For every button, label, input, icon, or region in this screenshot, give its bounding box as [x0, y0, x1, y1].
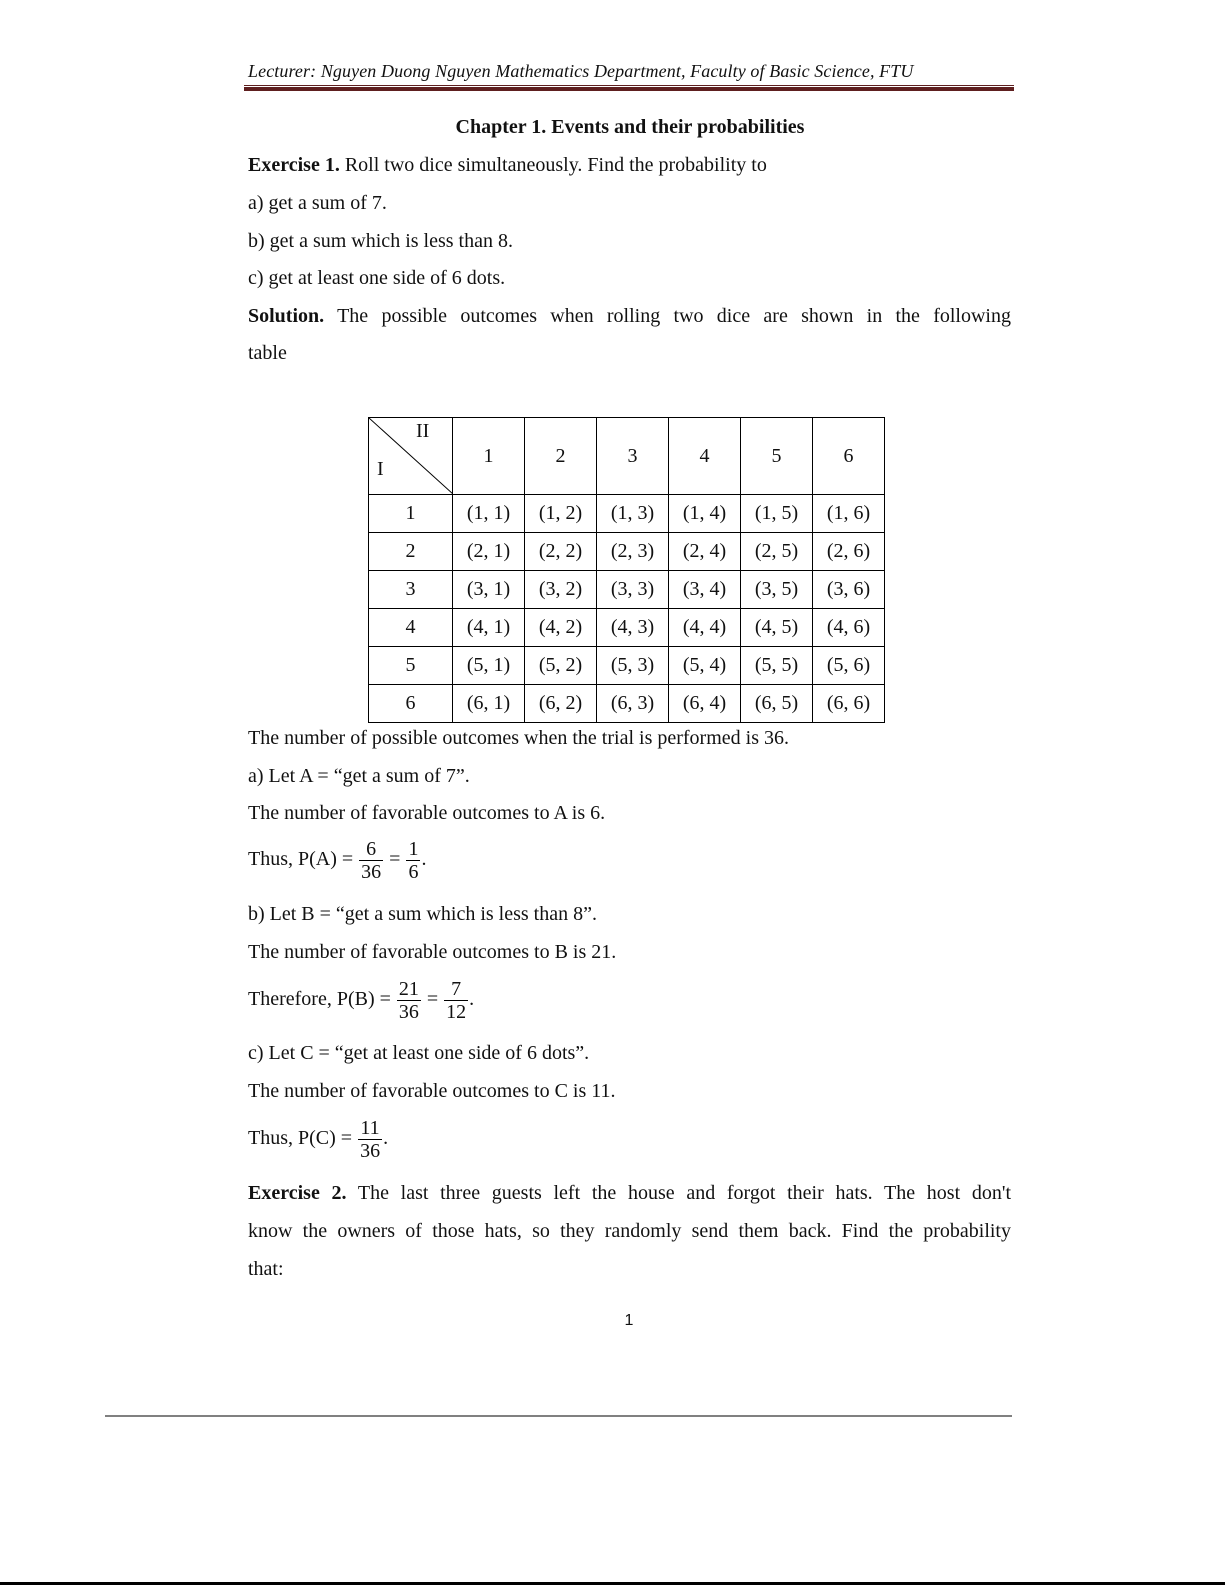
- outcome-cell: (2, 3): [597, 533, 669, 571]
- outcome-cell: (1, 3): [597, 495, 669, 533]
- solution-line-2: table: [248, 342, 287, 364]
- thus-text: Thus,: [248, 848, 298, 871]
- period: .: [469, 988, 475, 1011]
- event-b-favorable: The number of favorable outcomes to B is 21.: [248, 941, 617, 963]
- outcome-cell: (6, 4): [669, 685, 741, 723]
- outcome-cell: (3, 3): [597, 571, 669, 609]
- thus-text: Thus,: [248, 1127, 298, 1150]
- column-header: 5: [741, 418, 813, 495]
- total-outcomes: The number of possible outcomes when the trial is performed is 36.: [248, 727, 789, 749]
- fraction: [358, 1117, 382, 1162]
- outcome-cell: (4, 5): [741, 609, 813, 647]
- exercise-2-line-2: know the owners of those hats, so they randomly send them back. Find the probability: [248, 1220, 1011, 1242]
- fraction: [397, 978, 421, 1023]
- outcome-cell: (3, 5): [741, 571, 813, 609]
- exercise-2-label: Exercise 2.: [248, 1182, 347, 1204]
- exercise-1-b: b) get a sum which is less than 8.: [248, 230, 513, 252]
- outcome-cell: (1, 1): [453, 495, 525, 533]
- header-rule-thick: [244, 87, 1014, 91]
- denominator: 36: [361, 861, 382, 883]
- chapter-title: Chapter 1. Events and their probabilities: [455, 116, 805, 138]
- header-rule-thin: [244, 85, 1014, 86]
- solution-text: The possible outcomes when rolling two dice are shown in the following: [324, 305, 1011, 327]
- row-header: 5: [369, 647, 453, 685]
- outcome-cell: (4, 6): [813, 609, 885, 647]
- table-header-row: [369, 418, 885, 495]
- outcome-cell: (2, 2): [525, 533, 597, 571]
- outcome-cell: (4, 2): [525, 609, 597, 647]
- column-header: 4: [669, 418, 741, 495]
- prob-label: P(A) =: [298, 848, 359, 871]
- outcome-cell: (2, 6): [813, 533, 885, 571]
- row-header: 6: [369, 685, 453, 723]
- exercise-2-line-3: that:: [248, 1258, 284, 1280]
- outcome-cell: (6, 2): [525, 685, 597, 723]
- outcome-cell: (1, 2): [525, 495, 597, 533]
- table-row: [369, 685, 885, 723]
- therefore-text: Therefore,: [248, 988, 337, 1011]
- outcome-cell: (6, 6): [813, 685, 885, 723]
- denominator: 36: [398, 1001, 419, 1023]
- denominator: 36: [360, 1140, 381, 1162]
- solution-line: [248, 304, 1011, 328]
- period: .: [421, 848, 427, 871]
- table-row: [369, 647, 885, 685]
- outcome-cell: (3, 2): [525, 571, 597, 609]
- equals: =: [421, 988, 444, 1011]
- outcome-cell: (4, 3): [597, 609, 669, 647]
- exercise-1: [248, 153, 767, 177]
- column-header: 3: [597, 418, 669, 495]
- numerator: 1: [408, 838, 419, 860]
- outcome-cell: (4, 1): [453, 609, 525, 647]
- column-header: 6: [813, 418, 885, 495]
- outcome-cell: (1, 5): [741, 495, 813, 533]
- table-row: [369, 571, 885, 609]
- outcome-cell: (4, 4): [669, 609, 741, 647]
- corner-label-die-1: I: [377, 458, 384, 480]
- row-header: 4: [369, 609, 453, 647]
- outcome-cell: (5, 4): [669, 647, 741, 685]
- table-row: [369, 495, 885, 533]
- exercise-1-c: c) get at least one side of 6 dots.: [248, 267, 506, 289]
- outcome-cell: (6, 3): [597, 685, 669, 723]
- diagonal-line: [369, 418, 453, 494]
- footer-rule: [105, 1415, 1012, 1417]
- prob-label: P(C) =: [298, 1127, 358, 1150]
- exercise-1-a: a) get a sum of 7.: [248, 192, 387, 214]
- event-c-favorable: The number of favorable outcomes to C is 11.: [248, 1080, 616, 1102]
- outcome-cell: (3, 6): [813, 571, 885, 609]
- equals: =: [384, 848, 406, 871]
- period: .: [383, 1127, 389, 1150]
- event-c-probability: [248, 1117, 388, 1162]
- exercise-2-text: The last three guests left the house and forgot their hats. The host don't: [346, 1182, 1012, 1204]
- column-header: 2: [525, 418, 597, 495]
- event-b-probability: [248, 978, 474, 1023]
- outcome-cell: (5, 5): [741, 647, 813, 685]
- outcome-cell: (5, 3): [597, 647, 669, 685]
- column-header: 1: [453, 418, 525, 495]
- fraction: [359, 838, 383, 883]
- outcome-cell: (6, 5): [741, 685, 813, 723]
- page-header: Lecturer: Nguyen Duong Nguyen Mathematics Department, Faculty of Basic Science, FTU: [248, 61, 914, 81]
- numerator: 11: [358, 1117, 382, 1140]
- table-corner-cell: [369, 418, 453, 495]
- event-a-favorable: The number of favorable outcomes to A is 6.: [248, 802, 606, 824]
- fraction: [444, 978, 468, 1023]
- page-number: 1: [624, 1312, 634, 1329]
- row-header: 3: [369, 571, 453, 609]
- outcome-cell: (1, 6): [813, 495, 885, 533]
- table-row: [369, 609, 885, 647]
- solution-label: Solution.: [248, 305, 325, 327]
- exercise-1-text: Roll two dice simultaneously. Find the probability to: [339, 154, 767, 176]
- numerator: 21: [398, 978, 419, 1000]
- numerator: 6: [359, 838, 383, 861]
- outcome-cell: (5, 2): [525, 647, 597, 685]
- outcome-cell: (6, 1): [453, 685, 525, 723]
- event-a-definition: a) Let A = “get a sum of 7”.: [248, 765, 470, 787]
- event-a-probability: [248, 838, 426, 883]
- row-header: 1: [369, 495, 453, 533]
- denominator: 12: [446, 1001, 467, 1023]
- event-c-definition: c) Let C = “get at least one side of 6 dots”.: [248, 1042, 590, 1064]
- outcome-cell: (3, 4): [669, 571, 741, 609]
- outcomes-table: [368, 417, 885, 723]
- table-row: [369, 533, 885, 571]
- outcome-cell: (2, 5): [741, 533, 813, 571]
- numerator: 7: [444, 978, 468, 1001]
- exercise-1-label: Exercise 1.: [248, 154, 340, 176]
- exercise-2-line-1: [248, 1181, 1011, 1205]
- denominator: 6: [408, 861, 419, 883]
- outcome-cell: (5, 6): [813, 647, 885, 685]
- fraction: [406, 838, 420, 883]
- outcome-cell: (2, 1): [453, 533, 525, 571]
- corner-label-die-2: II: [416, 420, 430, 442]
- outcome-cell: (5, 1): [453, 647, 525, 685]
- outcome-cell: (2, 4): [669, 533, 741, 571]
- outcome-cell: (1, 4): [669, 495, 741, 533]
- row-header: 2: [369, 533, 453, 571]
- event-b-definition: b) Let B = “get a sum which is less than 8”.: [248, 903, 597, 925]
- prob-label: P(B) =: [336, 988, 396, 1011]
- outcome-cell: (3, 1): [453, 571, 525, 609]
